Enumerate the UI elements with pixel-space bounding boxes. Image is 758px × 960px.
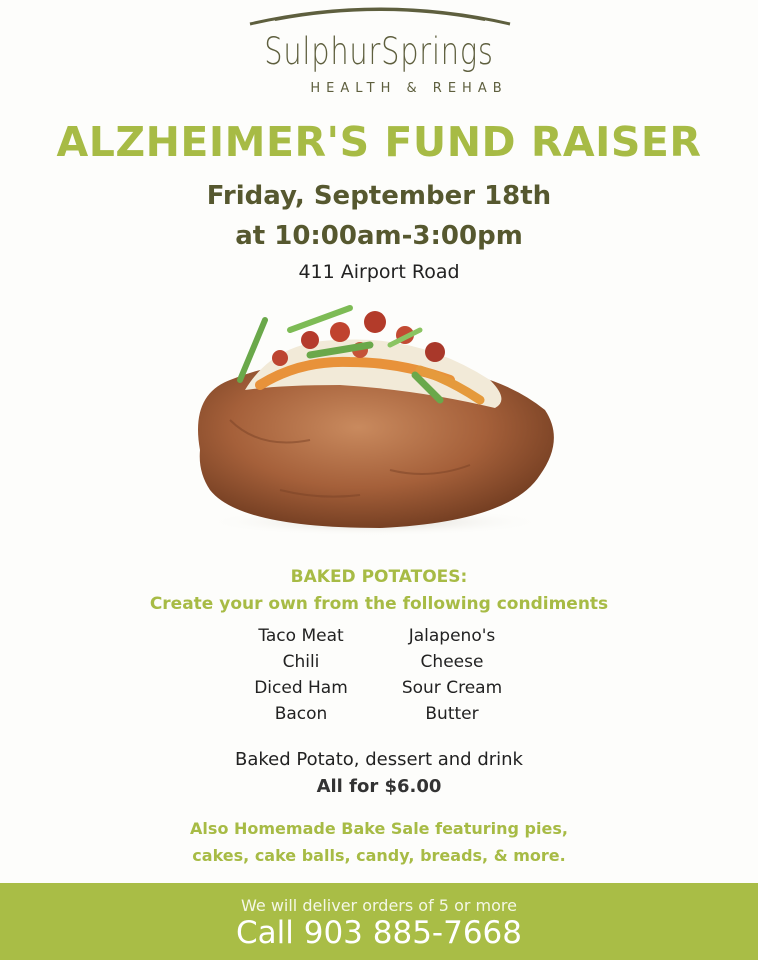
event-time: at 10:00am-3:00pm [235, 221, 523, 251]
baked-potato-image [190, 300, 570, 540]
logo [0, 0, 758, 105]
delivery-note: We will deliver orders of 5 or more [241, 896, 517, 915]
pricing-description: Baked Potato, dessert and drink [235, 749, 523, 770]
logo-name: SulphurSprings [264, 30, 494, 73]
condiment-item: Jalapeno's [408, 626, 496, 646]
call-phone-number: Call 903 885-7668 [236, 915, 522, 951]
event-title: ALZHEIMER'S FUND RAISER [56, 118, 702, 166]
condiment-item: Bacon [274, 704, 328, 724]
condiment-item: Cheese [420, 652, 484, 672]
condiment-item: Sour Cream [401, 678, 503, 698]
menu-subheading: Create your own from the following condiments [149, 594, 609, 614]
condiment-item: Diced Ham [254, 678, 348, 698]
logo-arc-icon [245, 2, 515, 32]
footer-banner [0, 883, 758, 960]
condiment-item: Taco Meat [258, 626, 344, 646]
condiment-item: Chili [282, 652, 320, 672]
bake-sale-line: cakes, cake balls, candy, breads, & more. [192, 846, 566, 865]
pricing-price: All for $6.00 [316, 776, 442, 797]
menu-heading: BAKED POTATOES: [290, 567, 468, 587]
event-date: Friday, September 18th [206, 181, 552, 211]
event-address: 411 Airport Road [298, 261, 460, 283]
logo-subtitle: HEALTH & REHAB [310, 81, 508, 96]
condiment-item: Butter [425, 704, 479, 724]
bake-sale-line: Also Homemade Bake Sale featuring pies, [190, 819, 568, 838]
